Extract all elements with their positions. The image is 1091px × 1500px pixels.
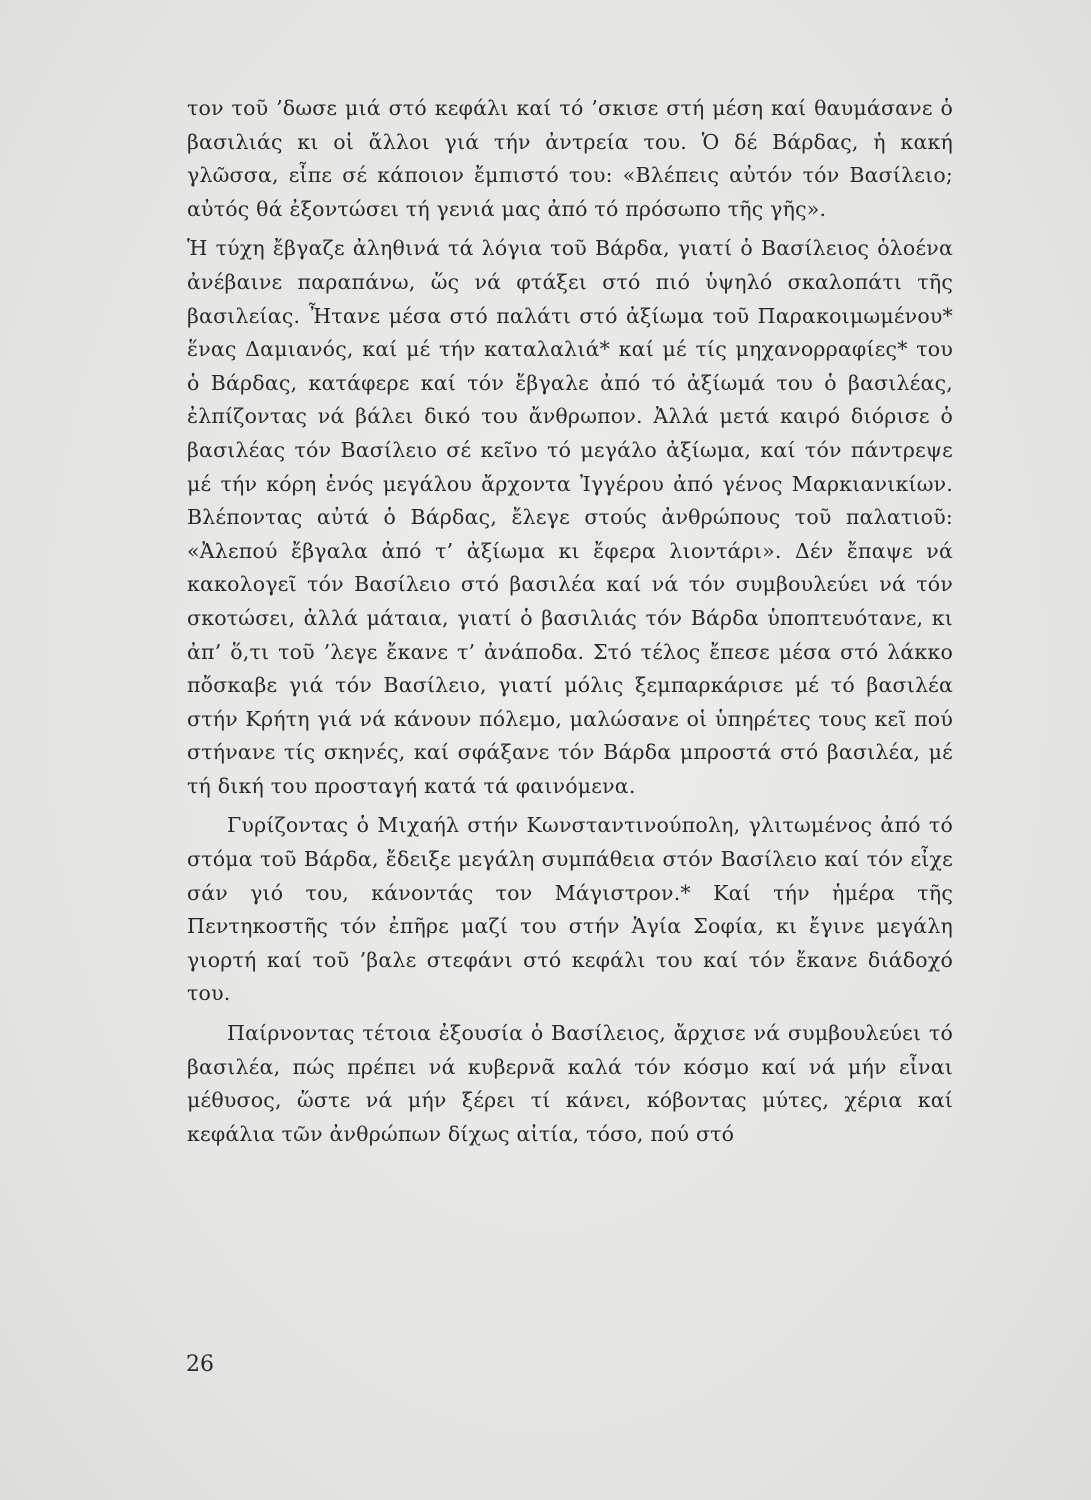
paragraph-3: Γυρίζοντας ὁ Μιχαήλ στήν Κωνσταντινούπολη, γλιτωμένος ἀπό τό στόμα τοῦ Βάρδα, ἔδειξε μεγάλη συμπάθεια στόν Βασίλειο καί τόν εἶχε σάν γιό του, κάνοντάς τον Μάγιστρον.* Καί τήν ἡμέρα τῆς Πεντηκοστῆς τόν ἐπῆρε μαζί του στήν Ἁγία Σοφία, κι ἔγινε μεγάλη γιορτή καί τοῦ ’βαλε στεφάνι στό κεφάλι του καί τόν ἔκανε διάδοχό του. [187,813,953,1006]
page-number: 26 [186,1352,214,1377]
paragraph-4: Παίρνοντας τέτοια ἐξουσία ὁ Βασίλειος, ἄρχισε νά συμβουλεύει τό βασιλέα, πώς πρέπει νά κυβερνᾶ καλά τόν κόσμο καί νά μήν εἶναι μέθυσος, ὥστε νά μήν ξέρει τί κάνει, κόβοντας μύτες, χέρια καί κεφάλια τῶν ἀνθρώπων δίχως αἰτία, τόσο, πού στό [187,1021,953,1146]
paragraph-1: τον τοῦ ’δωσε μιά στό κεφάλι καί τό ’σκισε στή μέση καί θαυμάσανε ὁ βασιλιάς κι οἱ ἄλλοι γιά τήν ἀντρεία του. Ὁ δέ Βάρδας, ἡ κακή γλῶσσα, εἶπε σέ κάποιον ἔμπιστό του: «Βλέπεις αὐτόν τόν Βασίλειο; αὐτός θά ἐξοντώσει τή γενιά μας ἀπό τό πρόσωπο τῆς γῆς». [187,96,953,221]
body-text [187,92,953,1151]
paragraph-2: Ἡ τύχη ἔβγαζε ἀληθινά τά λόγια τοῦ Βάρδα, γιατί ὁ Βασίλειος ὁλοένα ἀνέβαινε παραπάνω, ὥς νά φτάξει στό πιό ὑψηλό σκαλοπάτι τῆς βασιλείας. Ἦτανε μέσα στό παλάτι στό ἀξίωμα τοῦ Παρακοιμωμένου* ἕνας Δαμιανός, καί μέ τήν καταλαλιά* καί μέ τίς μηχανορραφίες* του ὁ Βάρδας, κατάφερε καί τόν ἔβγαλε ἀπό τό ἀξίωμά του ὁ βασιλέας, ἐλπίζοντας νά βάλει δικό του ἄνθρωπον. Ἀλλά μετά καιρό διόρισε ὁ βασιλέας τόν Βασίλειο σέ κεῖνο τό μεγάλο ἀξίωμα, καί τόν πάντρεψε μέ τήν κόρη ἑνός μεγάλου ἄρχοντα Ἰγγέρου ἀπό γένος Μαρκιανικίων. Βλέποντας αὐτά ὁ Βάρδας, ἔλεγε στούς ἀνθρώπους τοῦ παλατιοῦ: «Ἀλεπού ἔβγαλα ἀπό τ’ ἀξίωμα κι ἔφερα λιοντάρι». Δέν ἔπαψε νά κακολογεῖ τόν Βασίλειο στό βασιλέα καί νά τόν συμβουλεύει νά τόν σκοτώσει, ἀλλά μάταια, γιατί ὁ βασιλιάς τόν Βάρδα ὑποπτευότανε, κι ἀπ’ ὅ,τι τοῦ ’λεγε ἔκανε τ’ ἀνάποδα. Στό τέλος ἔπεσε μέσα στό λάκκο πὄσκαβε γιά τόν Βασίλειο, γιατί μόλις ξεμπαρκάρισε μέ τό βασιλέα στήν Κρήτη γιά νά κάνουν πόλεμο, μαλώσανε οἱ ὑπηρέτες τους κεῖ πού στήνανε τίς σκηνές, καί σφάξανε τόν Βάρδα μπροστά στό βασιλέα, μέ τή δική του προσταγή κατά τά φαινόμενα. [187,236,953,798]
